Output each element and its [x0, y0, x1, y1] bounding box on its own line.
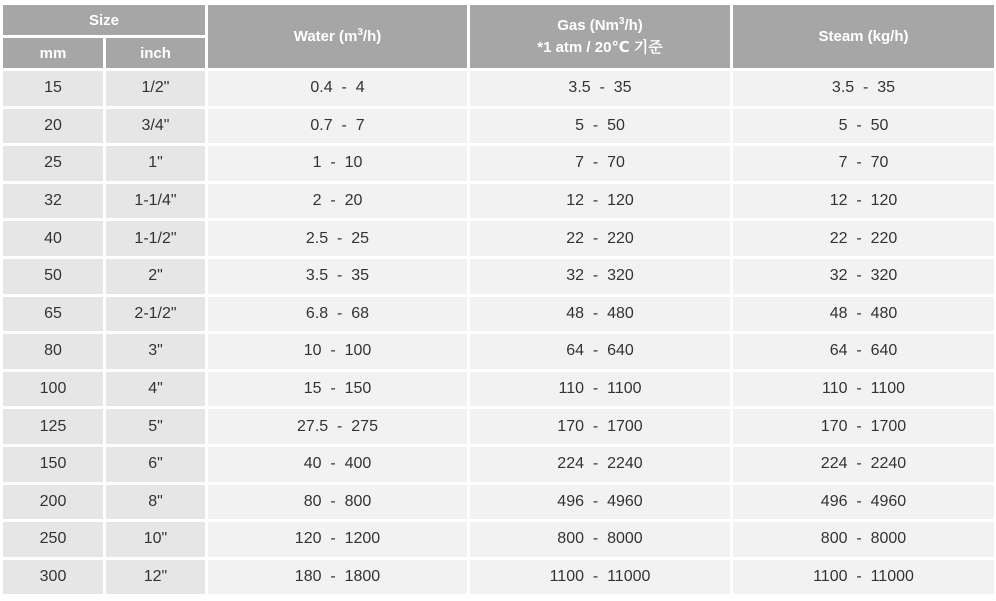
cell-inch: 5" [106, 409, 205, 444]
gas-header [470, 5, 730, 68]
cell-inch: 8" [106, 485, 205, 520]
table-row [3, 259, 994, 294]
cell-water: 2 - 20 [208, 184, 467, 219]
cell-inch: 3" [106, 334, 205, 369]
table-row [3, 297, 994, 332]
cell-gas: 3.5 - 35 [470, 71, 730, 106]
cell-gas: 1100 - 11000 [470, 560, 730, 595]
cell-gas: 170 - 1700 [470, 409, 730, 444]
gas-header-sup: 3 [618, 15, 625, 27]
cell-mm: 100 [3, 372, 103, 407]
gas-header-suffix: /h) [624, 16, 643, 34]
cell-gas: 5 - 50 [470, 109, 730, 144]
cell-water: 10 - 100 [208, 334, 467, 369]
cell-water: 15 - 150 [208, 372, 467, 407]
cell-water: 0.7 - 7 [208, 109, 467, 144]
cell-steam: 1100 - 11000 [733, 560, 994, 595]
cell-water: 40 - 400 [208, 447, 467, 482]
table-row [3, 522, 994, 557]
cell-steam: 12 - 120 [733, 184, 994, 219]
cell-water: 180 - 1800 [208, 560, 467, 595]
table-row [3, 560, 994, 595]
cell-inch: 3/4" [106, 109, 205, 144]
cell-steam: 3.5 - 35 [733, 71, 994, 106]
cell-water: 2.5 - 25 [208, 221, 467, 256]
cell-water: 0.4 - 4 [208, 71, 467, 106]
cell-mm: 200 [3, 485, 103, 520]
cell-steam: 5 - 50 [733, 109, 994, 144]
table-row [3, 485, 994, 520]
cell-water: 120 - 1200 [208, 522, 467, 557]
table-row [3, 409, 994, 444]
cell-water: 27.5 - 275 [208, 409, 467, 444]
cell-steam: 7 - 70 [733, 146, 994, 181]
steam-header: Steam (kg/h) [733, 5, 994, 68]
cell-gas: 12 - 120 [470, 184, 730, 219]
water-header-suffix: /h) [362, 27, 382, 45]
table-row [3, 184, 994, 219]
cell-steam: 32 - 320 [733, 259, 994, 294]
inch-header: inch [106, 38, 205, 68]
gas-header-prefix: Gas (Nm [557, 16, 619, 34]
cell-steam: 22 - 220 [733, 221, 994, 256]
header-row-1 [3, 5, 994, 35]
table-row [3, 372, 994, 407]
table-body [3, 71, 994, 594]
cell-inch: 2" [106, 259, 205, 294]
cell-mm: 40 [3, 221, 103, 256]
cell-gas: 110 - 1100 [470, 372, 730, 407]
gas-header-note: *1 atm / 20℃ 기준 [537, 38, 663, 56]
cell-mm: 20 [3, 109, 103, 144]
table-row [3, 71, 994, 106]
cell-water: 1 - 10 [208, 146, 467, 181]
cell-water: 80 - 800 [208, 485, 467, 520]
cell-inch: 4" [106, 372, 205, 407]
cell-gas: 64 - 640 [470, 334, 730, 369]
cell-mm: 15 [3, 71, 103, 106]
cell-inch: 1-1/2" [106, 221, 205, 256]
cell-water: 6.8 - 68 [208, 297, 467, 332]
table-row [3, 109, 994, 144]
water-header-sup: 3 [357, 26, 363, 38]
table-row [3, 146, 994, 181]
cell-gas: 800 - 8000 [470, 522, 730, 557]
cell-mm: 50 [3, 259, 103, 294]
cell-inch: 10" [106, 522, 205, 557]
cell-inch: 1" [106, 146, 205, 181]
flow-range-table [0, 2, 996, 597]
cell-mm: 65 [3, 297, 103, 332]
table-row [3, 447, 994, 482]
water-header-prefix: Water (m [293, 27, 358, 45]
cell-gas: 32 - 320 [470, 259, 730, 294]
cell-gas: 496 - 4960 [470, 485, 730, 520]
cell-mm: 150 [3, 447, 103, 482]
cell-steam: 224 - 2240 [733, 447, 994, 482]
cell-steam: 800 - 8000 [733, 522, 994, 557]
cell-gas: 224 - 2240 [470, 447, 730, 482]
table-row [3, 334, 994, 369]
cell-inch: 1/2" [106, 71, 205, 106]
cell-gas: 7 - 70 [470, 146, 730, 181]
cell-gas: 22 - 220 [470, 221, 730, 256]
cell-steam: 170 - 1700 [733, 409, 994, 444]
table-row [3, 221, 994, 256]
cell-water: 3.5 - 35 [208, 259, 467, 294]
cell-steam: 496 - 4960 [733, 485, 994, 520]
mm-header: mm [3, 38, 103, 68]
cell-mm: 125 [3, 409, 103, 444]
size-header: Size [3, 5, 205, 35]
cell-steam: 110 - 1100 [733, 372, 994, 407]
cell-steam: 64 - 640 [733, 334, 994, 369]
cell-mm: 80 [3, 334, 103, 369]
cell-mm: 300 [3, 560, 103, 595]
cell-inch: 1-1/4" [106, 184, 205, 219]
cell-mm: 250 [3, 522, 103, 557]
cell-gas: 48 - 480 [470, 297, 730, 332]
cell-steam: 48 - 480 [733, 297, 994, 332]
cell-mm: 25 [3, 146, 103, 181]
cell-mm: 32 [3, 184, 103, 219]
cell-inch: 2-1/2" [106, 297, 205, 332]
cell-inch: 6" [106, 447, 205, 482]
water-header [208, 5, 467, 68]
cell-inch: 12" [106, 560, 205, 595]
